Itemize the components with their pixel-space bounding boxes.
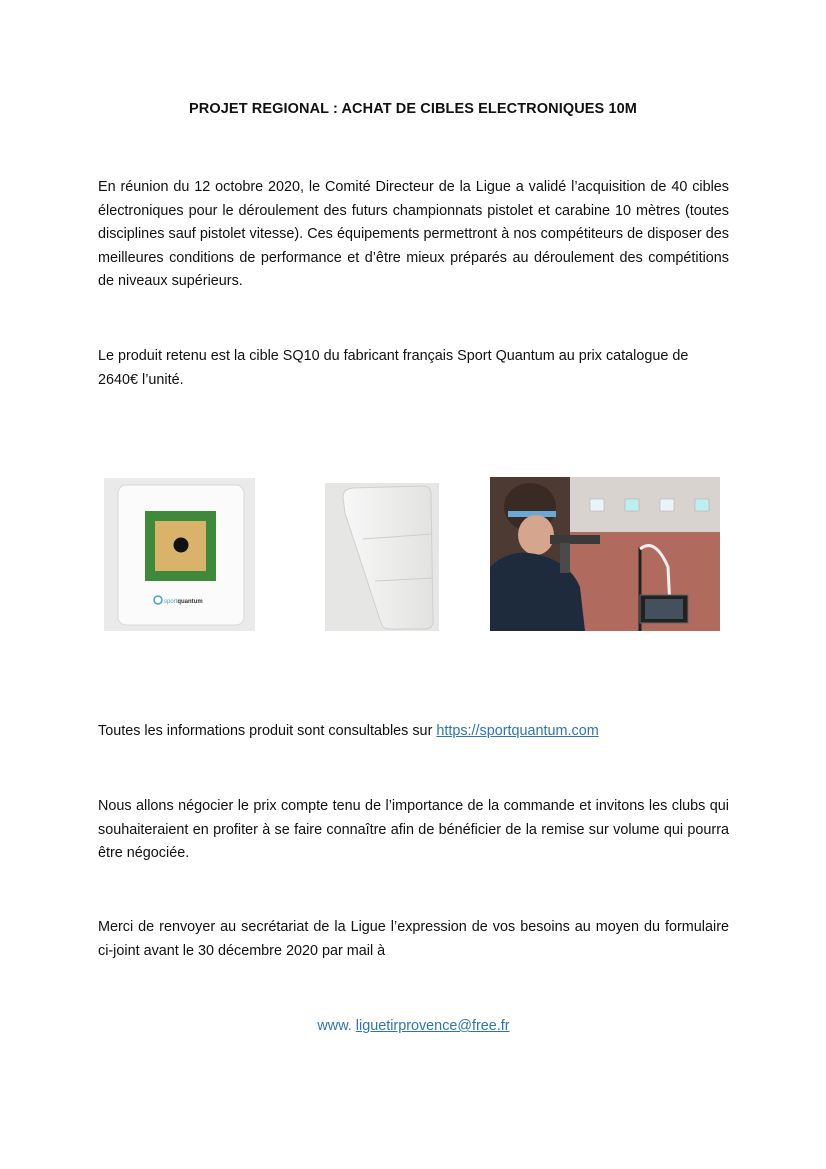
paragraph-info [98,720,729,744]
shooter-photo [490,477,720,631]
sportquantum-link[interactable]: https://sportquantum.com [436,723,599,739]
shooter-illustration [490,477,720,631]
paragraph-request: Merci de renvoyer au secrétariat de la Ligue l’expression de vos besoins au moyen du formulaire ci-joint avant le 30 décembre 2020 par mail à [98,919,729,959]
paragraph-meeting: En réunion du 12 octobre 2020, le Comité Directeur de la Ligue a validé l’acquisition de 40 cibles électroniques pour le déroulement des futurs championnats pistolet et carabine 10 mètres (toutes disciplines sauf pistolet vitesse). Ces équipements permettront à nos compétiteurs de disposer des meilleures conditions de performance et d’être mieux préparés au déroulement des compétitions de niveaux supérieurs. [98,179,729,289]
target-logo-text: sportquantum [164,599,203,605]
info-text: Toutes les informations produit sont consultables sur [98,723,437,739]
email-prefix: www. [317,1018,356,1034]
paragraph-negotiation: Nous allons négocier le prix compte tenu de l’importance de la commande et invitons les clubs qui souhaiteraient en profiter à se faire connaître afin de bénéficier de la remise sur volume qui pourra être négociée. [98,798,729,861]
target-front-image [104,478,255,631]
target-side-illustration [325,483,439,631]
email-line [98,1015,729,1039]
page-title: PROJET REGIONAL : ACHAT DE CIBLES ELECTRONIQUES 10M [189,101,637,117]
email-link[interactable]: liguetirprovence@free.fr [355,1018,510,1034]
target-front-illustration [104,478,255,631]
target-side-image [325,483,439,631]
paragraph-product: Le produit retenu est la cible SQ10 du fabricant français Sport Quantum au prix catalogue de 2640€ l’unité. [98,348,689,388]
